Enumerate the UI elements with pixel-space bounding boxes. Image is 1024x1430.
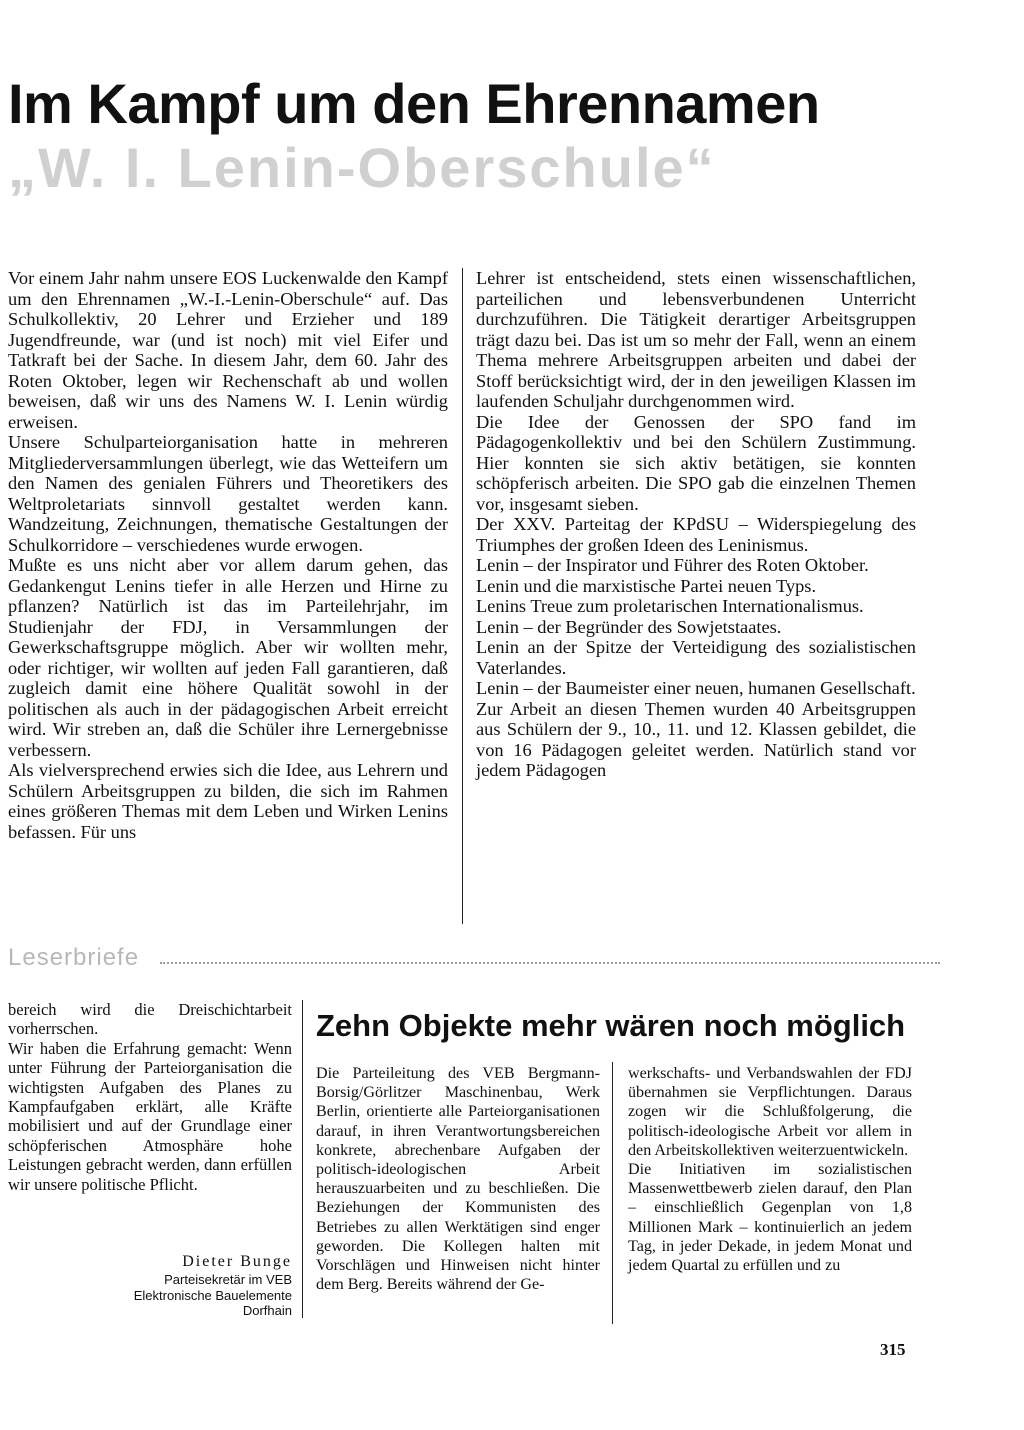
article-paragraph: Lenin – der Inspirator und Führer des Roten Oktober. [476,555,869,575]
article-column-2 [476,268,916,781]
article-paragraph: Zur Arbeit an diesen Themen wurden 40 Arbeitsgruppen aus Schülern der 9., 10., 11. und 12. Klassen gebildet, die von 16 Pädagogen geleitet werden. Natürlich stand vor jedem Pädagogen [476,698,916,780]
article-paragraph: Der XXV. Parteitag der KPdSU – Widerspiegelung des Triumphes der großen Ideen des Leninismus. [476,514,916,555]
article-paragraph: Lenin an der Spitze der Verteidigung des sozialistischen Vaterlandes. [476,637,916,678]
article-paragraph: Lenin – der Begründer des Sowjetstaates. [476,616,782,637]
page-number: 315 [880,1340,906,1359]
section-label: Leserbriefe [8,944,140,971]
article-title: Im Kampf um den Ehrennamen [8,72,820,135]
letter2-title: Zehn Objekte mehr wären noch möglich [316,1008,906,1043]
article-paragraph: Vor einem Jahr nahm unsere EOS Luckenwalde den Kampf um den Ehrennamen „W.-I.-Lenin-Oberschule“ auf. Das Schulkollektiv, 20 Lehrer und Erzieher und 189 Jugendfreunde, war (und ist noch) mit viel Eifer und Tatkraft bei der Sache. In diesem Jahr, dem 60. Jahr des Roten Oktober, legen wir Rechenschaft ab und wollen beweisen, daß wir uns des Namens W. I. Lenin würdig erweisen. [8,268,448,432]
letter2-column-2 [628,1064,912,1275]
letter-signature [8,1252,292,1319]
article-paragraph: Die Idee der Genossen der SPO fand im Pädagogenkollektiv und bei den Schülern Zustimmung. Hier konnten sie sich aktiv betätigen, sie konnten schöpferisch arbeiten. Die SPO gab die einzelnen Themen vor, insgesamt sieben. [476,411,916,514]
article-paragraph: Lenin – der Baumeister einer neuen, humanen Gesellschaft. [476,678,916,698]
column-divider [462,268,463,924]
letter2-column-1 [316,1064,600,1294]
column-divider [302,1000,303,1318]
letter1-column [8,1000,292,1194]
article-paragraph: Unsere Schulparteiorganisation hatte in mehreren Mitgliederversammlungen überlegt, wie das Wetteifern um den Namen des genialen Führers und Theoretikers des Weltproletariats sinnvoll gestaltet werden kann. Wandzeitung, Zeichnungen, thematische Gestaltungen der Schulkorridore – verschiedenes wurde erwogen. [8,432,448,555]
article-paragraph: Lenin und die marxistische Partei neuen Typs. [476,575,817,596]
letter-paragraph: werkschafts- und Verbandswahlen der FDJ übernahmen sie Verpflichtungen. Daraus zogen wir die Schlußfolgerung, die politisch-ideologische Arbeit vor allem in den Arbeitskollektiven weiterzuentwickeln. [628,1065,912,1159]
article-subtitle: „W. I. Lenin-Oberschule“ [8,136,716,199]
column-divider [612,1062,613,1324]
letter-paragraph: bereich wird die Dreischichtarbeit vorherrschen. [8,1000,292,1039]
article-column-1 [8,268,448,842]
section-divider [160,962,940,964]
letter-paragraph: Die Parteileitung des VEB Bergmann-Borsig/Görlitzer Maschinenbau, Werk Berlin, orientierte alle Parteiorganisationen darauf, in ihren Verantwortungsbereichen konkrete, abrechenbare Aufgaben der politisch-ideologischen Arbeit herauszuarbeiten und zu beschließen. Die Beziehungen der Kommunisten des Betriebes zu allen Werktätigen sind enger geworden. Die Kollegen halten mit Vorschlägen und Hinweisen nicht hinter dem Berg. Bereits während der Ge- [316,1065,600,1294]
signature-line: Dorfhain [242,1303,292,1319]
article-paragraph: Lenins Treue zum proletarischen Internationalismus. [476,596,864,616]
signature-line: Parteisekretär im VEB [164,1272,292,1287]
article-paragraph: Als vielversprechend erwies sich die Idee, aus Lehrern und Schülern Arbeitsgruppen zu bilden, die sich im Rahmen eines größeren Themas mit dem Leben und Wirken Lenins befassen. Für uns [8,760,448,842]
signature-line: Elektronische Bauelemente [133,1287,292,1303]
article-paragraph: Mußte es uns nicht aber vor allem darum gehen, das Gedankengut Lenins tiefer in alle Herzen und Hirne zu pflanzen? Natürlich ist das im Parteilehrjahr, im Studienjahr der FDJ, in Versammlungen der Gewerkschaftsgruppe möglich. Aber wir wollten mehr, oder richtiger, wir wollten auf jeden Fall garantieren, daß zugleich damit eine höhere Qualität sowohl in der politischen als auch in der pädagogischen Arbeit erreicht wird. Wir streben an, daß die Schüler ihre Lernergebnisse verbessern. [8,555,448,760]
letter-paragraph: Wir haben die Erfahrung gemacht: Wenn unter Führung der Parteiorganisation die wichtigsten Aufgaben des Planes zu Kampfaufgaben erklärt, alle Kräfte mobilisiert und auf der Grundlage einer schöpferischen Atmosphäre hohe Leistungen gebracht werden, dann erfüllen wir unsere politische Pflicht. [8,1038,292,1194]
article-paragraph: Lehrer ist entscheidend, stets einen wissenschaftlichen, parteilichen und lebensverbundenen Unterricht durchzuführen. Die Tätigkeit derartiger Arbeitsgruppen trägt dazu bei. Das ist um so mehr der Fall, wenn an einem Thema mehrere Arbeitsgruppen arbeiten und dabei der Stoff berücksichtigt wird, der in den jeweiligen Klassen im laufenden Schuljahr durchgenommen wird. [476,268,916,411]
letter-paragraph: Die Initiativen im sozialistischen Massenwettbewerb zielen darauf, den Plan – einschließlich Gegenplan von 1,8 Millionen Mark – kontinuierlich an jedem Tag, in jeder Dekade, in jedem Monat und jedem Quartal zu erfüllen und zu [628,1161,912,1275]
signature-name: Dieter Bunge [182,1253,292,1270]
